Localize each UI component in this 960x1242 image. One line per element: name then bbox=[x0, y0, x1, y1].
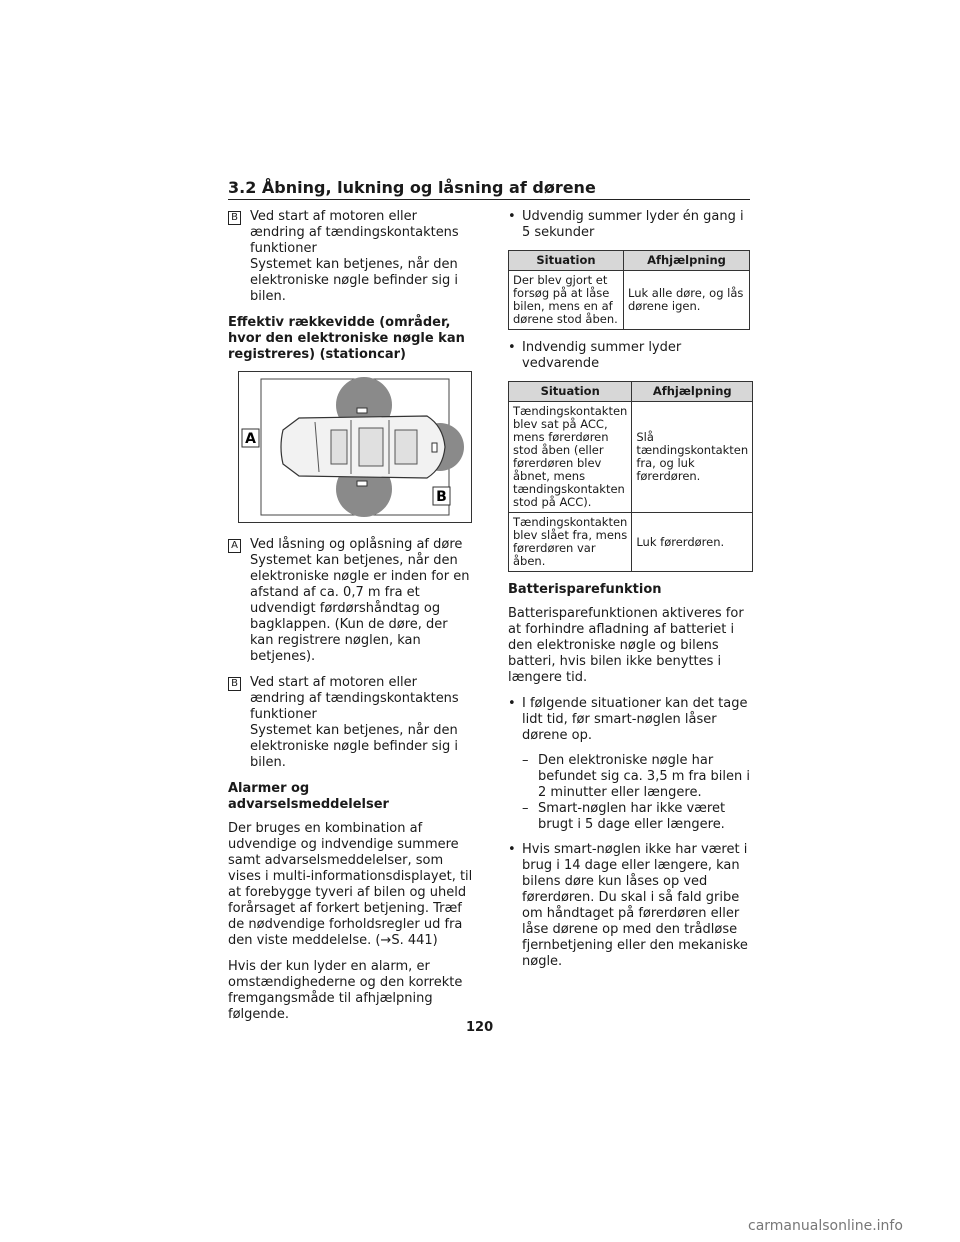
table-cell-situation: Der blev gjort et forsøg på at låse bilen, mens en af dørene stod åben. bbox=[509, 271, 624, 330]
bullet-dot: • bbox=[508, 340, 516, 355]
item-a-title: Ved låsning og oplåsning af døre bbox=[250, 537, 463, 552]
table-row bbox=[509, 402, 753, 513]
label-b-box: B bbox=[228, 211, 241, 225]
bullet-dot: • bbox=[508, 209, 516, 224]
table-cell-remedy: Luk førerdøren. bbox=[632, 513, 753, 572]
bullet-internal-buzzer bbox=[508, 340, 750, 372]
right-column bbox=[508, 209, 750, 979]
bullet-text: Indvendig summer lyder vedvarende bbox=[522, 340, 682, 371]
table-row bbox=[509, 513, 753, 572]
figure-label-b: B bbox=[436, 489, 447, 505]
dash-text: Den elektroniske nøgle har befundet sig ca. 3,5 m fra bilen i 2 minutter eller længere. bbox=[538, 753, 751, 800]
table-header-remedy: Afhjælpning bbox=[624, 251, 750, 271]
section-header bbox=[228, 178, 750, 197]
alarm-paragraph-2: Hvis der kun lyder en alarm, er omstændighederne og den korrekte fremgangsmåde til afhjælpning følgende. bbox=[228, 959, 463, 1022]
item-b-text: Systemet kan betjenes, når den elektroniske nøgle befinder sig i bilen. bbox=[250, 257, 459, 304]
bullet-text: I følgende situationer kan det tage lidt tid, før smart-nøglen låser dørene op. bbox=[522, 696, 748, 743]
item-b2-title: Ved start af motoren eller ændring af tændingskontaktens funktioner bbox=[250, 675, 459, 722]
alarm-paragraph-1: Der bruges en kombination af udvendige og indvendige summere samt advarselsmeddelelser, som vises i multi-informationsdisplayet, til at forebygge tyveri af bilen og uheld forårsaget af forkert betjening. Træf de nødvendige forholdsregler ud fra den viste meddelelse. (→S. 441) bbox=[228, 821, 473, 948]
dash-mark: – bbox=[522, 801, 529, 816]
bullet-14-days bbox=[508, 842, 750, 970]
battery-heading: Batterisparefunktion bbox=[508, 582, 662, 597]
table-external-buzzer bbox=[508, 250, 750, 330]
table-internal-buzzer bbox=[508, 381, 753, 572]
figure-label-a: A bbox=[245, 431, 256, 447]
item-b-title: Ved start af motoren eller ændring af tændingskontaktens funktioner bbox=[250, 209, 459, 256]
dash-text: Smart-nøglen har ikke været brugt i 5 dage eller længere. bbox=[538, 801, 726, 832]
dash-item-1 bbox=[522, 753, 750, 801]
table-cell-situation: Tændingskontakten blev sat på ACC, mens førerdøren stod åben (eller førerdøren blev åbnet, mens tændingskontakten stod på ACC). bbox=[509, 402, 632, 513]
dash-mark: – bbox=[522, 753, 529, 768]
battery-paragraph: Batterisparefunktionen aktiveres for at forhindre afladning af batteriet i den elektroniske nøgle og bilens batteri, hvis bilen ikke benyttes i længere tid. bbox=[508, 606, 744, 685]
item-a-text: Systemet kan betjenes, når den elektroniske nøgle er inden for en afstand af ca. 0,7 m fra et udvendigt førdørshåndtag og bagklappen. (Kun de døre, der kan registrere nøglen, kan betjenes). bbox=[250, 553, 470, 664]
label-a-box: A bbox=[228, 539, 241, 553]
bullet-text: Hvis smart-nøglen ikke har været i brug i 14 dage eller længere, kan bilens døre kun låses op ved førerdøren. Du skal i så fald gribe om håndtaget på førerdøren eller låse dørene op med den trådløse fjernbetjening eller den mekaniske nøgle. bbox=[522, 842, 748, 969]
header-divider bbox=[228, 199, 750, 200]
section-number: 3.2 bbox=[228, 178, 257, 197]
bullet-external-buzzer bbox=[508, 209, 750, 241]
bullet-dot: • bbox=[508, 696, 516, 711]
range-diagram bbox=[238, 371, 472, 523]
table-row bbox=[509, 271, 750, 330]
alarm-heading: Alarmer og advarselsmeddelelser bbox=[228, 781, 389, 812]
item-b2-text: Systemet kan betjenes, når den elektroniske nøgle befinder sig i bilen. bbox=[250, 723, 459, 770]
item-b-intro bbox=[228, 209, 474, 305]
range-diagram-svg bbox=[239, 372, 471, 522]
table-cell-situation: Tændingskontakten blev slået fra, mens førerdøren var åben. bbox=[509, 513, 632, 572]
table-header-remedy: Afhjælpning bbox=[632, 382, 753, 402]
watermark: carmanualsonline.info bbox=[748, 1218, 903, 1234]
item-a bbox=[228, 537, 474, 665]
label-b-box-2: B bbox=[228, 677, 241, 691]
bullet-dot: • bbox=[508, 842, 516, 857]
page-number: 120 bbox=[466, 1020, 494, 1035]
item-b bbox=[228, 675, 474, 771]
bullet-unlock-delay bbox=[508, 696, 750, 744]
left-column bbox=[228, 209, 474, 1033]
section-title: Åbning, lukning og låsning af dørene bbox=[261, 178, 596, 197]
bullet-text: Udvendig summer lyder én gang i 5 sekunder bbox=[522, 209, 744, 240]
table-header-situation: Situation bbox=[509, 251, 624, 271]
effective-range-heading: Effektiv rækkevidde (områder, hvor den elektroniske nøgle kan registreres) (stationcar) bbox=[228, 315, 465, 362]
table-header-situation: Situation bbox=[509, 382, 632, 402]
table-cell-remedy: Luk alle døre, og lås dørene igen. bbox=[624, 271, 750, 330]
table-cell-remedy: Slå tændingskontakten fra, og luk førerdøren. bbox=[632, 402, 753, 513]
dash-item-2 bbox=[522, 801, 750, 833]
